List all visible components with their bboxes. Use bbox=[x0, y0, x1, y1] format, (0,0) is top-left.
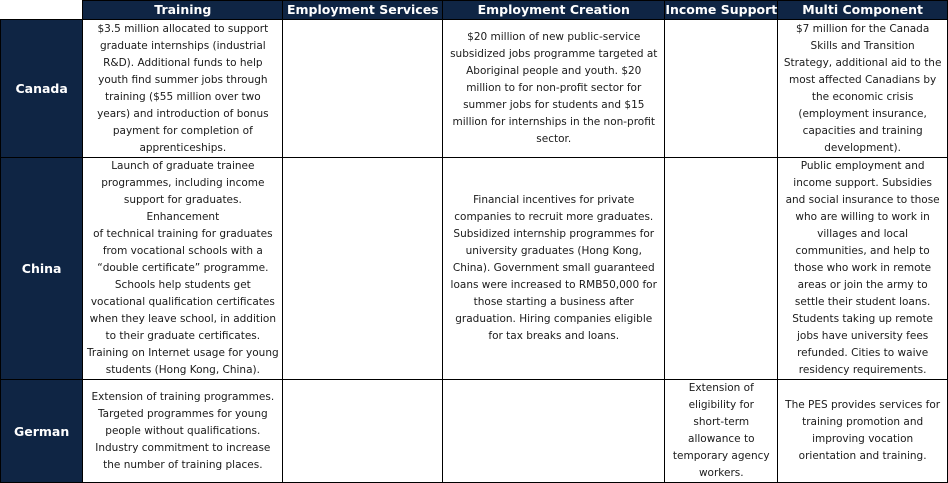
column-header-training: Training bbox=[83, 1, 283, 20]
column-header-employment-creation: Employment Creation bbox=[443, 1, 665, 20]
row-header-german: German bbox=[1, 380, 83, 483]
cell-china-multi-component: Public employment and income support. Subsidies and social insurance to those who are willing to work in villages and local communities, and help to those who work in remote areas or join the army to settle their student loans. Students taking up remote jobs have university fees refunded. Cities to waive residency requirements. bbox=[778, 158, 948, 380]
table-row-china bbox=[1, 158, 948, 380]
cell-china-training: Launch of graduate trainee programmes, including income support for graduates. Enhancement of technical training for graduates from vocational schools with a “double certificate” programme. Schools help students get vocational qualification certificates when they leave school, in addition to their graduate certificates. Training on Internet usage for young students (Hong Kong, China). bbox=[83, 158, 283, 380]
header-row bbox=[1, 1, 948, 20]
row-header-canada: Canada bbox=[1, 20, 83, 158]
cell-german-income-support: Extension of eligibility for short-term allowance to temporary agency workers. bbox=[665, 380, 778, 483]
cell-german-employment-services bbox=[283, 380, 443, 483]
cell-canada-employment-services bbox=[283, 20, 443, 158]
table-row-german bbox=[1, 380, 948, 483]
cell-german-multi-component: The PES provides services for training promotion and improving vocation orientation and training. bbox=[778, 380, 948, 483]
cell-canada-multi-component: $7 million for the Canada Skills and Transition Strategy, additional aid to the most affected Canadians by the economic crisis (employment insurance, capacities and training development). bbox=[778, 20, 948, 158]
cell-canada-employment-creation: $20 million of new public-service subsidized jobs programme targeted at Aboriginal people and youth. $20 million to for non-profit sector for summer jobs for students and $15 million for internships in the non-profit sector. bbox=[443, 20, 665, 158]
table-row-canada bbox=[1, 20, 948, 158]
column-header-income-support: Income Support bbox=[665, 1, 778, 20]
cell-china-employment-services bbox=[283, 158, 443, 380]
column-header-multi-component: Multi Component bbox=[778, 1, 948, 20]
cell-german-training: Extension of training programmes. Targeted programmes for young people without qualifications. Industry commitment to increase the number of training places. bbox=[83, 380, 283, 483]
row-header-china: China bbox=[1, 158, 83, 380]
cell-china-employment-creation: Financial incentives for private companies to recruit more graduates. Subsidized internship programmes for university graduates (Hong Kong, China). Government small guaranteed loans were increased to RMB50,000 for those starting a business after graduation. Hiring companies eligible for tax breaks and loans. bbox=[443, 158, 665, 380]
cell-canada-income-support bbox=[665, 20, 778, 158]
column-header-employment-services: Employment Services bbox=[283, 1, 443, 20]
cell-german-employment-creation bbox=[443, 380, 665, 483]
corner-cell bbox=[1, 1, 83, 20]
cell-china-income-support bbox=[665, 158, 778, 380]
cell-canada-training: $3.5 million allocated to support graduate internships (industrial R&D). Additional funds to help youth find summer jobs through training ($55 million over two years) and introduction of bonus payment for completion of apprenticeships. bbox=[83, 20, 283, 158]
